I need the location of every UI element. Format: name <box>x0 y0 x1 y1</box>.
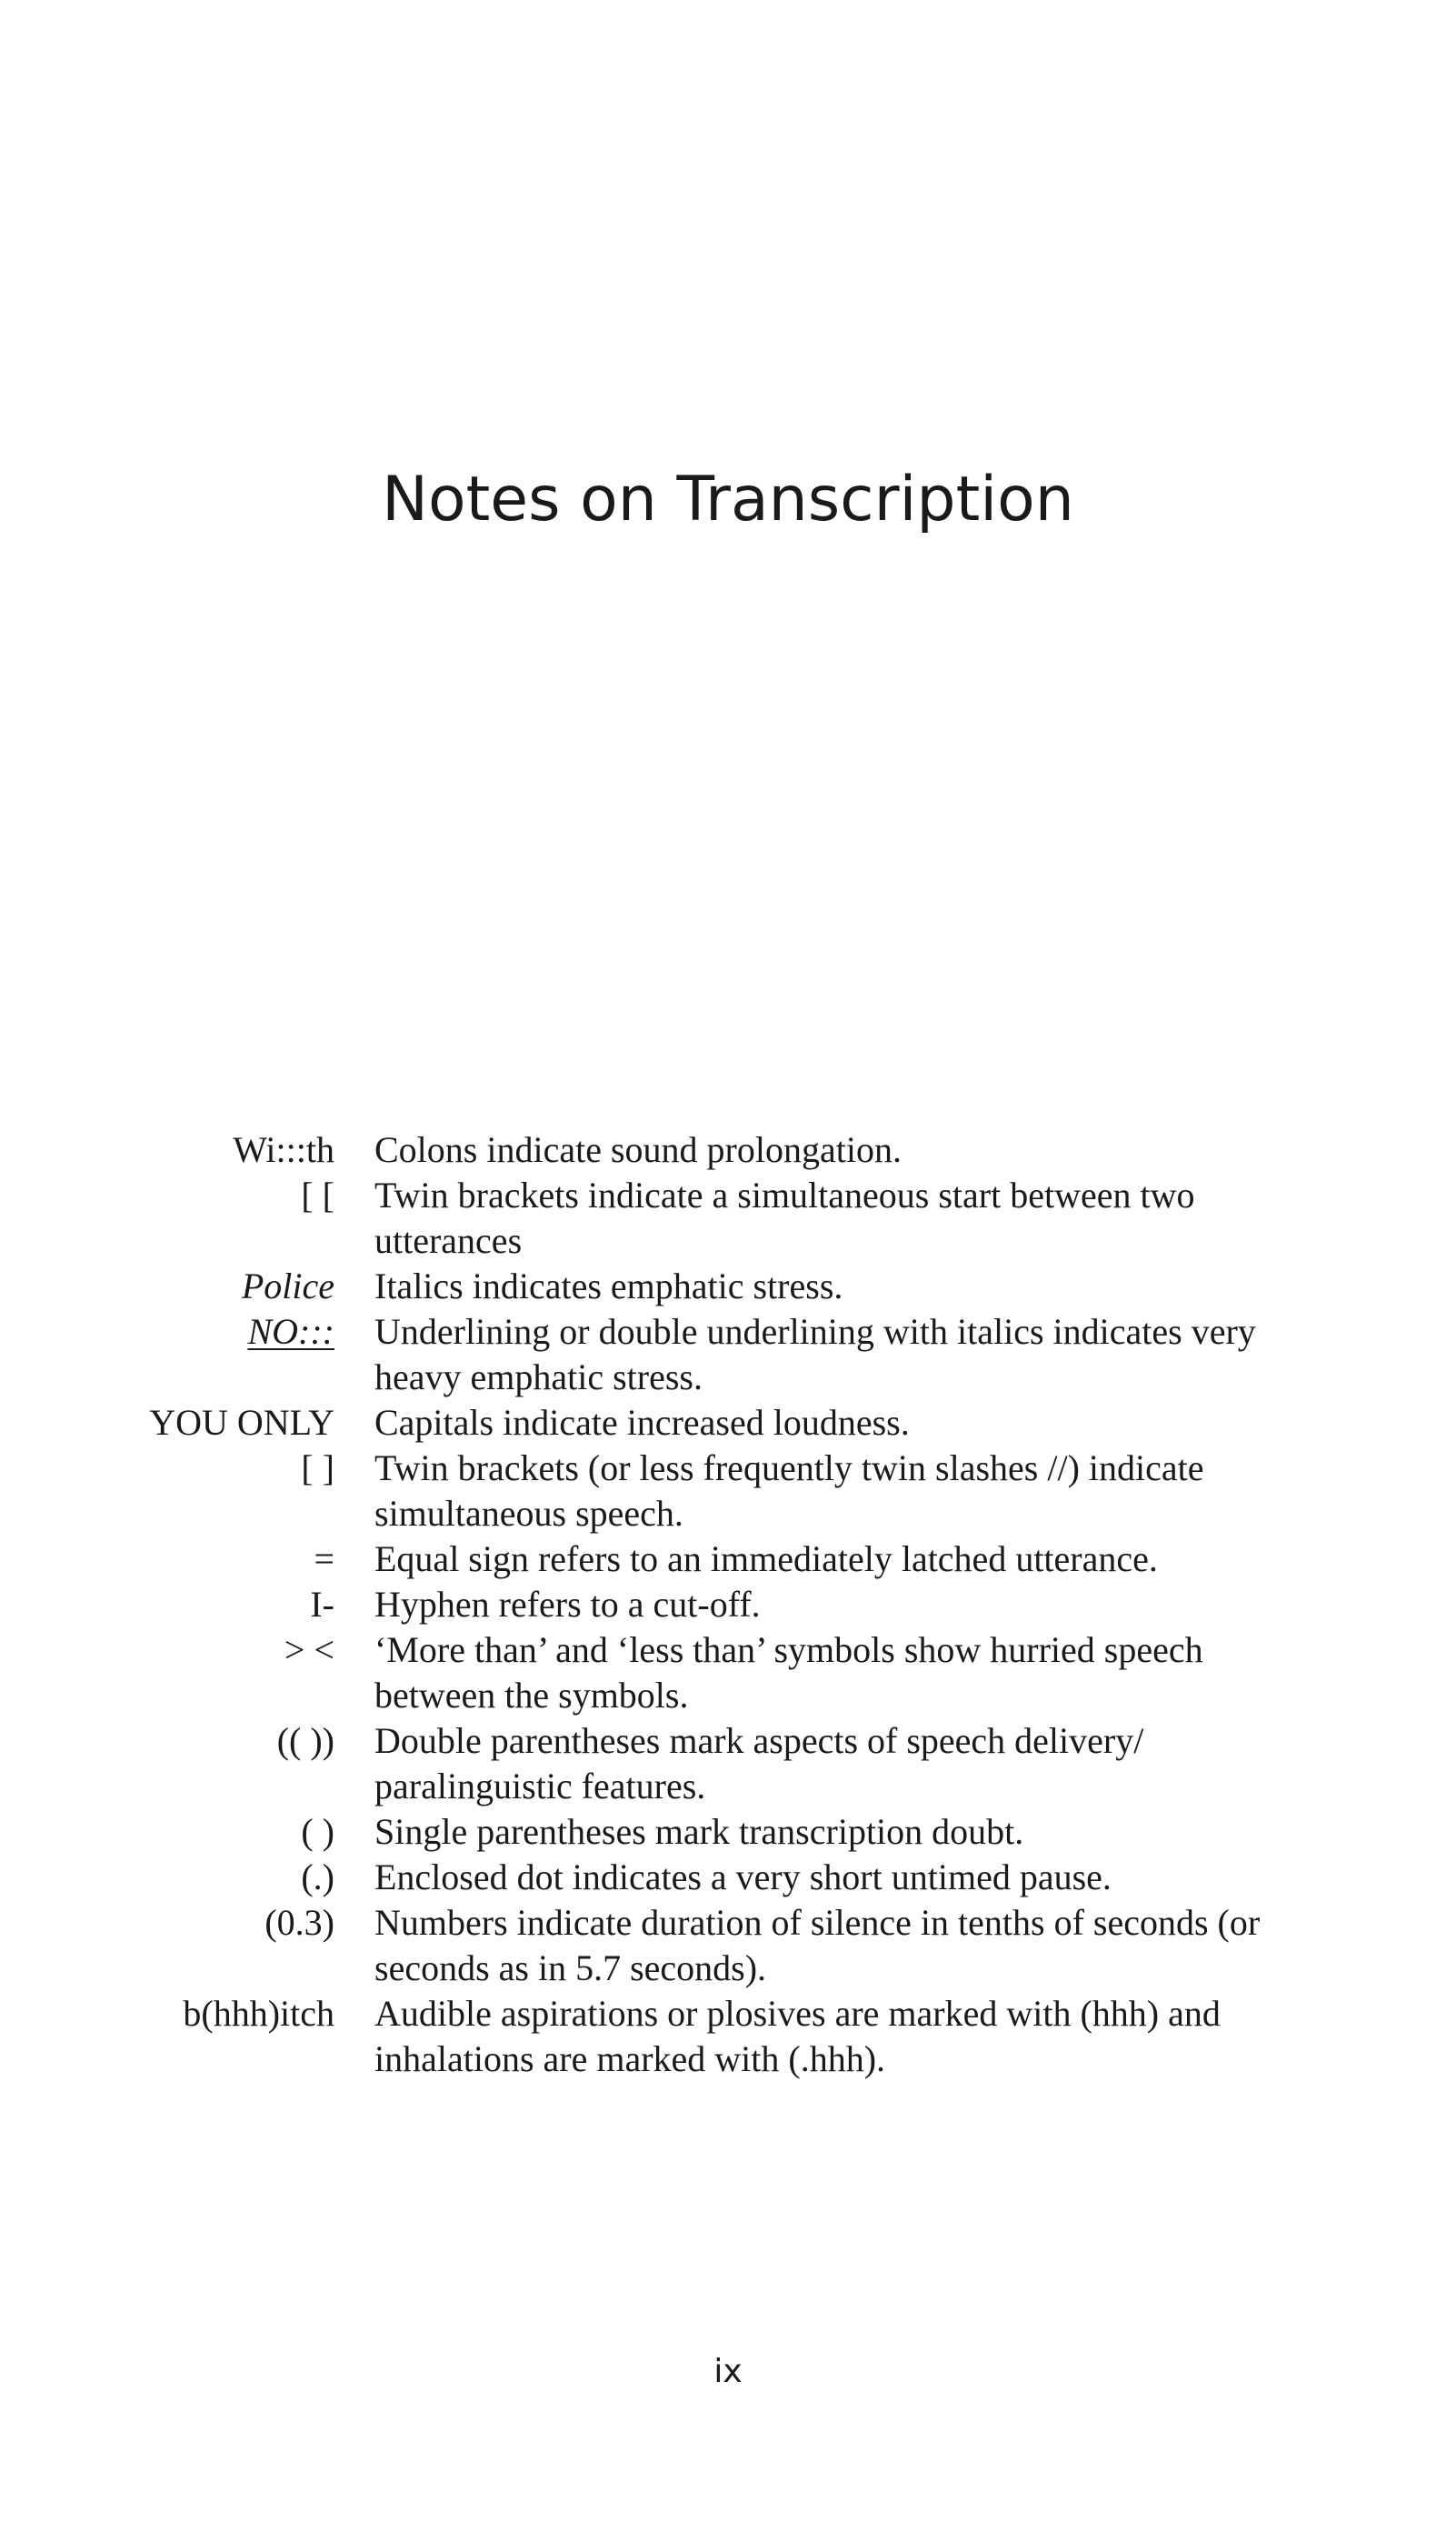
notation-symbol: Police <box>241 1266 334 1306</box>
notation-list <box>0 1127 1456 2082</box>
notation-entry <box>0 1900 1456 1991</box>
notation-symbol: I- <box>310 1584 334 1625</box>
page-number: ix <box>713 2353 743 2390</box>
notation-entry <box>0 1400 1456 1446</box>
notation-entry <box>0 1627 1456 1718</box>
notation-description: Double parentheses mark aspects of speech delivery/ paralinguistic features. <box>374 1720 1144 1806</box>
notation-description: Hyphen refers to a cut-off. <box>374 1584 761 1625</box>
notation-entry <box>0 1582 1456 1627</box>
notation-symbol: > < <box>284 1629 334 1670</box>
notation-symbol: [ [ <box>301 1175 334 1216</box>
notation-symbol: [ ] <box>301 1447 334 1488</box>
notation-entry <box>0 1536 1456 1582</box>
notation-entry <box>0 1855 1456 1900</box>
notation-description: Audible aspirations or plosives are marked with (hhh) and inhalations are marked with (.hhh). <box>374 1993 1221 2079</box>
notation-symbol: (0.3) <box>264 1902 334 1943</box>
notation-description: Capitals indicate increased loudness. <box>374 1402 910 1443</box>
notation-description: Twin brackets (or less frequently twin slashes //) indicate simultaneous speech. <box>374 1447 1204 1534</box>
notation-description: Colons indicate sound prolongation. <box>374 1129 902 1170</box>
notation-symbol: NO::: <box>247 1311 334 1352</box>
notation-description: Enclosed dot indicates a very short untimed pause. <box>374 1856 1112 1897</box>
notation-symbol: = <box>314 1538 334 1579</box>
notation-symbol: (( )) <box>276 1720 334 1761</box>
notation-symbol: b(hhh)itch <box>183 1993 334 2034</box>
notation-entry <box>0 1809 1456 1855</box>
notation-entry <box>0 1718 1456 1809</box>
notation-description: ‘More than’ and ‘less than’ symbols show hurried speech between the symbols. <box>374 1629 1203 1716</box>
notation-description: Equal sign refers to an immediately latched utterance. <box>374 1538 1158 1579</box>
page-title: Notes on Transcription <box>382 464 1074 535</box>
notation-symbol: ( ) <box>301 1811 334 1852</box>
notation-symbol: (.) <box>301 1856 334 1897</box>
notation-description: Twin brackets indicate a simultaneous start between two utterances <box>374 1175 1195 1261</box>
notation-symbol: Wi:::th <box>233 1129 334 1170</box>
notation-entry <box>0 1173 1456 1264</box>
notation-description: Italics indicates emphatic stress. <box>374 1266 843 1306</box>
notation-entry <box>0 1991 1456 2082</box>
notation-entry <box>0 1309 1456 1400</box>
notation-description: Numbers indicate duration of silence in tenths of seconds (or seconds as in 5.7 seconds). <box>374 1902 1261 1988</box>
notation-entry <box>0 1446 1456 1536</box>
notation-symbol: YOU ONLY <box>149 1402 334 1443</box>
notation-entry <box>0 1127 1456 1173</box>
notation-description: Underlining or double underlining with italics indicates very heavy emphatic stress. <box>374 1311 1256 1397</box>
notation-entry <box>0 1264 1456 1309</box>
notation-description: Single parentheses mark transcription doubt. <box>374 1811 1024 1852</box>
